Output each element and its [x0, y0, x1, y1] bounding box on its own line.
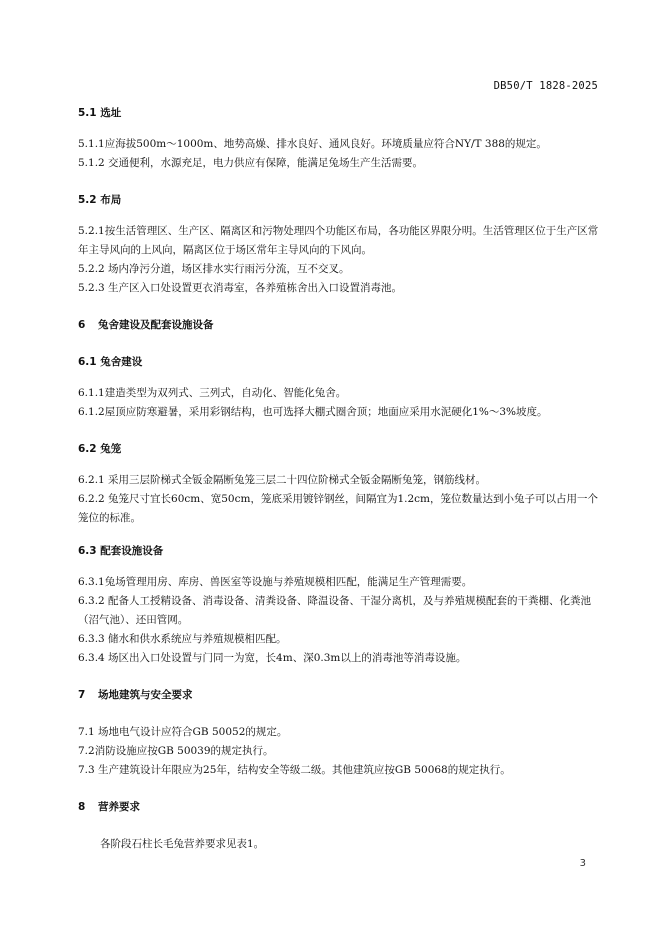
clause-6-1-1: 6.1.1建造类型为双列式、三列式，自动化、智能化兔舍。 — [78, 387, 347, 399]
section-6-2-heading: 6.2 兔笼 — [78, 443, 122, 455]
clause-6-3-4: 6.3.4 场区出入口处设置与门同一为宽，长4m、深0.3m以上的消毒池等消毒设施。 — [78, 652, 467, 664]
section-5-1-heading: 5.1 选址 — [78, 107, 122, 119]
clause-5-2-1: 5.2.1按生活管理区、生产区、隔离区和污物处理四个功能区布局，各功能区界限分明。生活管理区位于生产区常年主导风向的上风向，隔离区位于场区常年主导风向的下风向。 — [78, 225, 599, 256]
clause-5-1-2: 5.1.2 交通便利，水源充足，电力供应有保障，能满足兔场生产生活需要。 — [78, 157, 424, 169]
chapter-8-title: 营养要求 — [98, 801, 140, 813]
page-number: 3 — [579, 858, 586, 869]
chapter-6-number: 6 — [78, 319, 86, 331]
clause-6-3-2: 6.3.2 配备人工授精设备、消毒设备、清粪设备、降温设备、干湿分离机，及与养殖规模配套的干粪棚、化粪池（沼气池）、还田管网。 — [78, 595, 592, 626]
clause-6-2-2: 6.2.2 兔笼尺寸宜长60cm、宽50cm，笼底采用镀锌钢丝，间隔宜为1.2cm，笼位数量达到小兔子可以占用一个笼位的标准。 — [78, 493, 598, 524]
section-5-2-heading: 5.2 布局 — [78, 194, 122, 206]
chapter-6-heading — [78, 316, 604, 335]
section-6-1-heading: 6.1 兔舍建设 — [78, 356, 143, 368]
chapter-7-heading — [78, 686, 604, 705]
document-code: DB50/T 1828-2025 — [493, 80, 598, 92]
clause-6-1-2: 6.1.2屋顶应防寒避暑，采用彩钢结构，也可选择大棚式圈舍顶；地面应采用水泥硬化1%～3%坡度。 — [78, 406, 548, 418]
clause-7-2: 7.2消防设施应按GB 50039的规定执行。 — [78, 745, 274, 757]
chapter-6-title: 兔舍建设及配套设施设备 — [98, 319, 214, 331]
clause-6-3-3: 6.3.3 储水和供水系统应与养殖规模相匹配。 — [78, 633, 287, 645]
page-content — [78, 104, 604, 854]
clause-5-2-2: 5.2.2 场内净污分道，场区排水实行雨污分流，互不交叉。 — [78, 263, 350, 275]
clause-5-2-3: 5.2.3 生产区入口处设置更衣消毒室，各养殖栋舍出入口设置消毒池。 — [78, 282, 403, 294]
clause-6-3-1: 6.3.1兔场管理用房、库房、兽医室等设施与养殖规模相匹配，能满足生产管理需要。 — [78, 576, 473, 588]
clause-5-1-1: 5.1.1应海拔500m～1000m、地势高燥、排水良好、通风良好。环境质量应符合NY/T 388的规定。 — [78, 138, 547, 150]
chapter-8-body: 各阶段石柱长毛兔营养要求见表1。 — [100, 838, 265, 850]
clause-7-1: 7.1 场地电气设计应符合GB 50052的规定。 — [78, 726, 288, 738]
clause-6-2-1: 6.2.1 采用三层阶梯式全钣金隔断兔笼三层二十四位阶梯式全钣金隔断兔笼，钢筋线材。 — [78, 474, 487, 486]
chapter-8-number: 8 — [78, 801, 86, 813]
chapter-7-number: 7 — [78, 689, 86, 701]
clause-7-3: 7.3 生产建筑设计年限应为25年，结构安全等级二级。其他建筑应按GB 50068的规定执行。 — [78, 764, 511, 776]
chapter-8-heading — [78, 798, 604, 817]
section-6-3-heading: 6.3 配套设施设备 — [78, 545, 164, 557]
chapter-7-title: 场地建筑与安全要求 — [98, 689, 193, 701]
